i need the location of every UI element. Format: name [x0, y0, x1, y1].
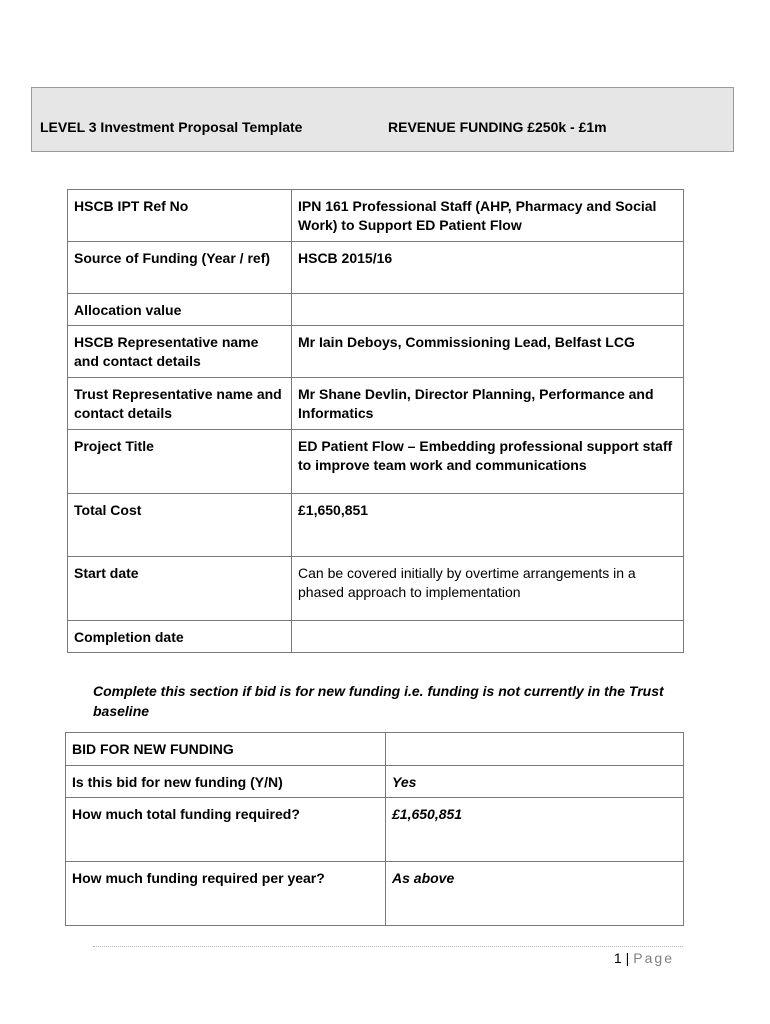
- footer-divider: [93, 946, 683, 947]
- row-label: Trust Representative name and contact details: [68, 378, 292, 430]
- header-box: [31, 87, 734, 152]
- row-value: Mr Iain Deboys, Commissioning Lead, Belfast LCG: [292, 326, 684, 378]
- table-row: [68, 242, 684, 294]
- new-funding-instruction: Complete this section if bid is for new funding i.e. funding is not currently in the Trust baseline: [93, 683, 664, 719]
- proposal-details-table: [67, 189, 684, 653]
- table-row: [68, 294, 684, 326]
- funding-band: REVENUE FUNDING £250k - £1m: [388, 119, 607, 135]
- table-row: [68, 494, 684, 557]
- table-row: [66, 766, 684, 798]
- row-label: How much funding required per year?: [66, 862, 386, 926]
- row-label: Source of Funding (Year / ref): [68, 242, 292, 294]
- row-label: Completion date: [68, 621, 292, 653]
- table-row: [68, 557, 684, 621]
- page-footer: [614, 950, 674, 966]
- row-value: IPN 161 Professional Staff (AHP, Pharmacy and Social Work) to Support ED Patient Flow: [292, 190, 684, 242]
- row-label: BID FOR NEW FUNDING: [66, 733, 386, 766]
- row-value: [292, 294, 684, 326]
- row-value: Mr Shane Devlin, Director Planning, Performance and Informatics: [292, 378, 684, 430]
- row-label: HSCB Representative name and contact details: [68, 326, 292, 378]
- table-row: [66, 733, 684, 766]
- row-label: HSCB IPT Ref No: [68, 190, 292, 242]
- row-value: HSCB 2015/16: [292, 242, 684, 294]
- table-row: [68, 430, 684, 494]
- row-label: How much total funding required?: [66, 798, 386, 862]
- table-row: [68, 326, 684, 378]
- table-row: [66, 862, 684, 926]
- row-value: [292, 621, 684, 653]
- row-label: Is this bid for new funding (Y/N): [66, 766, 386, 798]
- row-label: Total Cost: [68, 494, 292, 557]
- row-value: Can be covered initially by overtime arrangements in a phased approach to implementation: [292, 557, 684, 621]
- table-row: [68, 378, 684, 430]
- row-label: Project Title: [68, 430, 292, 494]
- row-label: Allocation value: [68, 294, 292, 326]
- page-word: Page: [633, 950, 674, 966]
- row-value: [386, 733, 684, 766]
- row-value: ED Patient Flow – Embedding professional support staff to improve team work and communications: [292, 430, 684, 494]
- new-funding-table: [65, 732, 684, 926]
- row-value: As above: [386, 862, 684, 926]
- document-title: LEVEL 3 Investment Proposal Template: [40, 119, 303, 135]
- page-number: 1: [613, 950, 622, 966]
- row-value: £1,650,851: [292, 494, 684, 557]
- table-row: [66, 798, 684, 862]
- table-row: [68, 621, 684, 653]
- row-value: Yes: [386, 766, 684, 798]
- row-value: £1,650,851: [386, 798, 684, 862]
- table-row: [68, 190, 684, 242]
- row-label: Start date: [68, 557, 292, 621]
- page-separator: |: [625, 950, 630, 966]
